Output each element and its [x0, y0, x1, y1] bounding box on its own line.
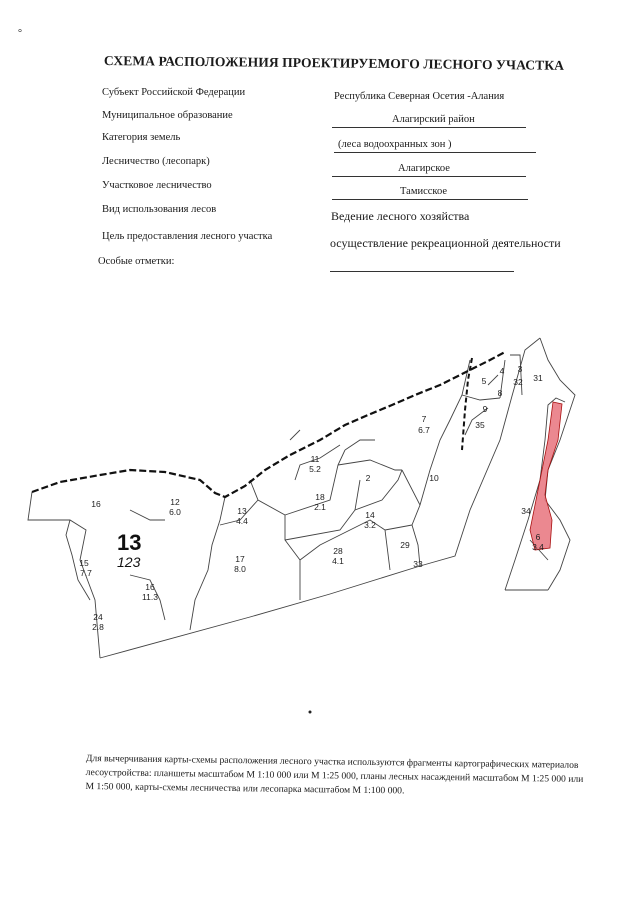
- plot-label-16a: 16: [91, 499, 101, 509]
- label-use-type: Вид использования лесов: [102, 204, 217, 215]
- label-special-notes: Особые отметки:: [98, 256, 175, 267]
- plot-label-3: 3: [517, 364, 523, 374]
- plot-label-17-area: 8.0: [234, 564, 246, 574]
- plot-labels: [79, 364, 544, 632]
- plot-label-10: 10: [429, 473, 439, 483]
- document-title: СХЕМА РАСПОЛОЖЕНИЯ ПРОЕКТИРУЕМОГО ЛЕСНОГО УЧАСТКА: [103, 53, 565, 73]
- plot-label-16b: 16: [145, 582, 155, 592]
- plot-label-28-area: 4.1: [332, 556, 344, 566]
- value-subject: Республика Северная Осетия -Алания: [334, 91, 505, 102]
- plot-label-24: 24: [93, 612, 103, 622]
- label-subject: Субъект Российской Федерации: [102, 87, 246, 98]
- plot-label-33: 33: [413, 559, 423, 569]
- plot-label-15-area: 7.7: [80, 568, 92, 578]
- value-forestry: Алагирское: [398, 163, 450, 174]
- plot-label-4: 4: [499, 366, 505, 376]
- plot-label-14: 14: [365, 510, 375, 520]
- footer-note: Для вычерчивания карты-схемы расположения лесного участка используются фрагменты картографических материалов лесоустройства: планшеты масштабом М 1:10 000 или М 1:25 000, планы лесных насаждений масштабом М 1:25 000 или М 1:50 000, карты-схемы лесничества или лесопарка масштабом М 1:100 000.: [85, 752, 584, 797]
- value-use-type: Ведение лесного хозяйства: [331, 209, 470, 223]
- plot-label-13-area: 4.4: [236, 516, 248, 526]
- value-purpose: осуществление рекреационной деятельности: [330, 236, 561, 250]
- label-purpose: Цель предоставления лесного участка: [102, 231, 273, 242]
- plot-label-24-area: 2.8: [92, 622, 104, 632]
- quarter-area: 123: [117, 554, 141, 570]
- plot-label-7: 7: [421, 414, 427, 424]
- plot-label-29: 29: [400, 540, 410, 550]
- plot-label-17: 17: [235, 554, 245, 564]
- plot-label-16b-area: 11.3: [142, 592, 158, 602]
- plot-label-12-area: 6.0: [169, 507, 181, 517]
- plot-label-11-area: 5.2: [309, 464, 321, 474]
- plot-label-8: 8: [497, 388, 503, 398]
- plot-label-18: 18: [315, 492, 325, 502]
- plot-label-9: 9: [482, 404, 488, 414]
- value-municipality: Алагирский район: [392, 114, 475, 125]
- plot-label-7-area: 6.7: [418, 425, 430, 435]
- plot-boundaries: [28, 338, 575, 658]
- plot-label-6-area: 3.4: [532, 542, 544, 552]
- label-forestry: Лесничество (лесопарк): [102, 156, 210, 167]
- value-land-category: (леса водоохранных зон ): [338, 139, 452, 150]
- label-municipality: Муниципальное образование: [102, 110, 233, 121]
- plot-label-31: 31: [533, 373, 543, 383]
- value-district-forestry: Тамисское: [400, 186, 448, 197]
- label-land-category: Категория земель: [102, 132, 181, 143]
- corner-mark: °: [18, 28, 22, 39]
- plot-label-34: 34: [521, 506, 531, 516]
- plot-label-5: 5: [481, 376, 487, 386]
- plot-label-18-area: 2.1: [314, 502, 326, 512]
- plot-label-32: 32: [513, 377, 523, 387]
- plot-label-15: 15: [79, 558, 89, 568]
- label-district-forestry: Участковое лесничество: [102, 180, 212, 191]
- quarter-number: 13: [117, 530, 142, 555]
- plot-label-12: 12: [170, 497, 180, 507]
- plot-label-11: 11: [310, 454, 320, 464]
- plot-label-13: 13: [237, 506, 247, 516]
- plot-label-28: 28: [333, 546, 343, 556]
- plot-label-35: 35: [475, 420, 485, 430]
- plot-label-6: 6: [535, 532, 541, 542]
- plot-label-14-area: 3.2: [364, 520, 376, 530]
- map-dot: [309, 711, 312, 714]
- plot-label-2: 2: [365, 473, 371, 483]
